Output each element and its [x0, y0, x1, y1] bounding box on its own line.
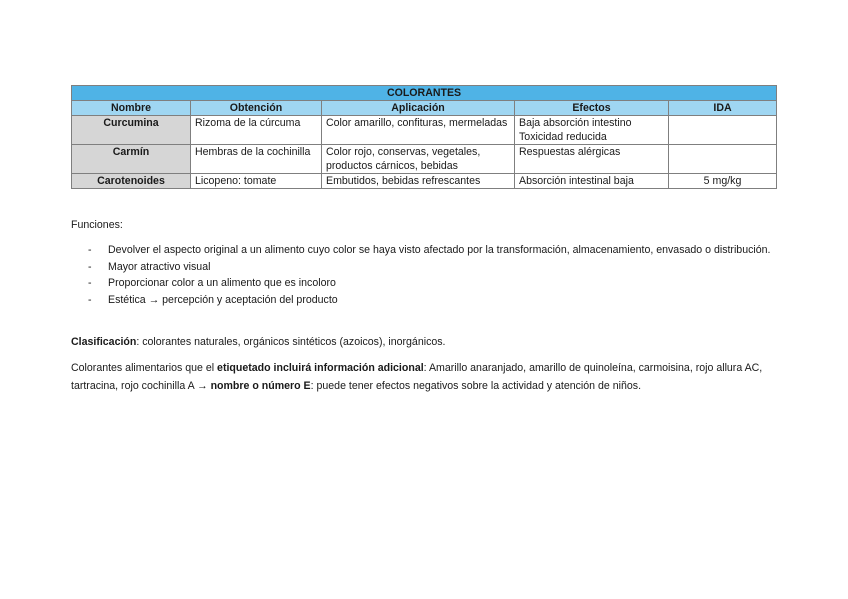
- cell-obtencion: Licopeno: tomate: [191, 174, 322, 189]
- table-header-row: [72, 101, 777, 116]
- bullet-dash: -: [88, 244, 92, 256]
- table-row: [72, 174, 777, 189]
- etiquetado-text-3: : puede tener efectos negativos sobre la actividad y atención de niños.: [310, 379, 642, 392]
- bullet-dash: -: [88, 277, 92, 290]
- cell-efectos: [515, 145, 669, 174]
- efectos-line: Absorción intestinal baja: [519, 175, 634, 187]
- cell-ida: 5 mg/kg: [669, 174, 777, 189]
- list-item-text: Devolver el aspecto original a un alimento cuyo color se haya visto afectado por la transformación, almacenamiento, envasado o distribución.: [108, 244, 771, 256]
- column-header-aplicacion: Aplicación: [322, 101, 515, 116]
- cell-efectos: [515, 116, 669, 145]
- etiquetado-bold-1: etiquetado incluirá información adicional: [217, 362, 424, 374]
- funciones-list: [88, 242, 778, 308]
- efectos-line: Toxicidad reducida: [519, 131, 607, 143]
- cell-ida: [669, 145, 777, 174]
- list-item: [88, 292, 778, 309]
- list-item-text: Mayor atractivo visual: [108, 260, 211, 273]
- list-item-text: Proporcionar color a un alimento que es incoloro: [108, 277, 336, 290]
- table-row: [72, 116, 777, 145]
- cell-aplicacion: Color amarillo, confituras, mermeladas: [322, 116, 515, 145]
- etiquetado-paragraph: [71, 360, 783, 395]
- etiquetado-text-1: Colorantes alimentarios que el: [71, 362, 218, 374]
- etiquetado-bold-2: nombre o número E: [210, 379, 311, 392]
- clasificacion-text: : colorantes naturales, orgánicos sintéticos (azoicos), inorgánicos.: [136, 336, 446, 348]
- cell-nombre: Carmín: [72, 145, 191, 174]
- list-item: [88, 275, 778, 292]
- list-item-text: Estética → percepción y aceptación del producto: [108, 293, 338, 306]
- cell-nombre: Curcumina: [72, 116, 191, 145]
- etiquetado-text-2: : Amarillo anaranjado, amarillo de quinoleína, carmoisina, rojo allura AC, tartracina, rojo cochinilla A →: [71, 362, 763, 392]
- cell-obtencion: Rizoma de la cúrcuma: [191, 116, 322, 145]
- cell-nombre: Carotenoides: [72, 174, 191, 189]
- clasificacion-paragraph: [71, 334, 783, 351]
- funciones-heading: Funciones:: [71, 219, 123, 231]
- table-title-row: [72, 86, 777, 101]
- efectos-line: Baja absorción intestino: [519, 117, 632, 129]
- clasificacion-label: Clasificación: [71, 336, 137, 348]
- column-header-obtencion: Obtención: [191, 101, 322, 116]
- column-header-efectos: Efectos: [515, 101, 669, 116]
- table-row: [72, 145, 777, 174]
- column-header-ida: IDA: [669, 101, 777, 116]
- list-item: [88, 242, 778, 259]
- colorantes-table: [71, 85, 777, 189]
- cell-aplicacion: Color rojo, conservas, vegetales, productos cárnicos, bebidas: [322, 145, 515, 174]
- table-title: COLORANTES: [72, 86, 777, 101]
- cell-aplicacion: Embutidos, bebidas refrescantes: [322, 174, 515, 189]
- bullet-dash: -: [88, 260, 92, 273]
- list-item: [88, 259, 778, 276]
- bullet-dash: -: [88, 293, 92, 306]
- column-header-nombre: Nombre: [72, 101, 191, 116]
- efectos-line: Respuestas alérgicas: [519, 146, 621, 158]
- cell-obtencion: Hembras de la cochinilla: [191, 145, 322, 174]
- cell-ida: [669, 116, 777, 145]
- cell-efectos: [515, 174, 669, 189]
